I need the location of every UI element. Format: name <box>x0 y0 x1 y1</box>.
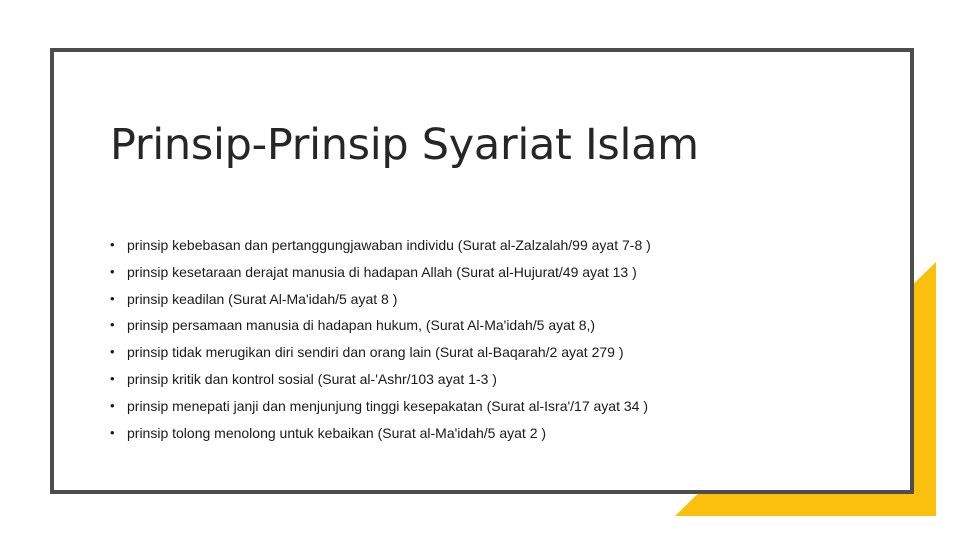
bullet-text: prinsip kritik dan kontrol sosial (Surat al-'Ashr/103 ayat 1-3 ) <box>127 370 497 387</box>
bullet-item <box>110 339 651 366</box>
bullet-dot: • <box>110 370 115 386</box>
bullet-list <box>110 232 651 446</box>
bullet-text: prinsip keadilan (Surat Al-Ma'idah/5 ayat 8 ) <box>127 290 398 307</box>
slide-title: Prinsip-Prinsip Syariat Islam <box>110 120 699 170</box>
bullet-dot: • <box>110 344 115 360</box>
bullet-item <box>110 232 651 259</box>
bullet-dot: • <box>110 290 115 306</box>
bullet-item <box>110 312 651 339</box>
bullet-text: prinsip tolong menolong untuk kebaikan (Surat al-Ma'idah/5 ayat 2 ) <box>127 424 547 441</box>
bullet-text: prinsip persamaan manusia di hadapan hukum, (Surat Al-Ma'idah/5 ayat 8,) <box>127 317 596 334</box>
bullet-item <box>110 393 651 420</box>
bullet-dot: • <box>110 397 115 413</box>
bullet-dot: • <box>110 317 115 333</box>
bullet-text: prinsip menepati janji dan menjunjung tinggi kesepakatan (Surat al-Isra'/17 ayat 34 ) <box>127 397 648 414</box>
bullet-item <box>110 420 651 447</box>
bullet-text: prinsip tidak merugikan diri sendiri dan orang lain (Surat al-Baqarah/2 ayat 279 ) <box>127 344 624 361</box>
bullet-text: prinsip kebebasan dan pertanggungjawaban individu (Surat al-Zalzalah/99 ayat 7-8 ) <box>127 237 651 253</box>
bullet-dot: • <box>110 263 115 279</box>
bullet-text: prinsip kesetaraan derajat manusia di hadapan Allah (Surat al-Hujurat/49 ayat 13 ) <box>127 263 637 280</box>
bullet-dot: • <box>110 424 115 440</box>
bullet-item <box>110 259 651 286</box>
bullet-dot: • <box>110 237 115 252</box>
bullet-item <box>110 286 651 313</box>
bullet-item <box>110 366 651 393</box>
